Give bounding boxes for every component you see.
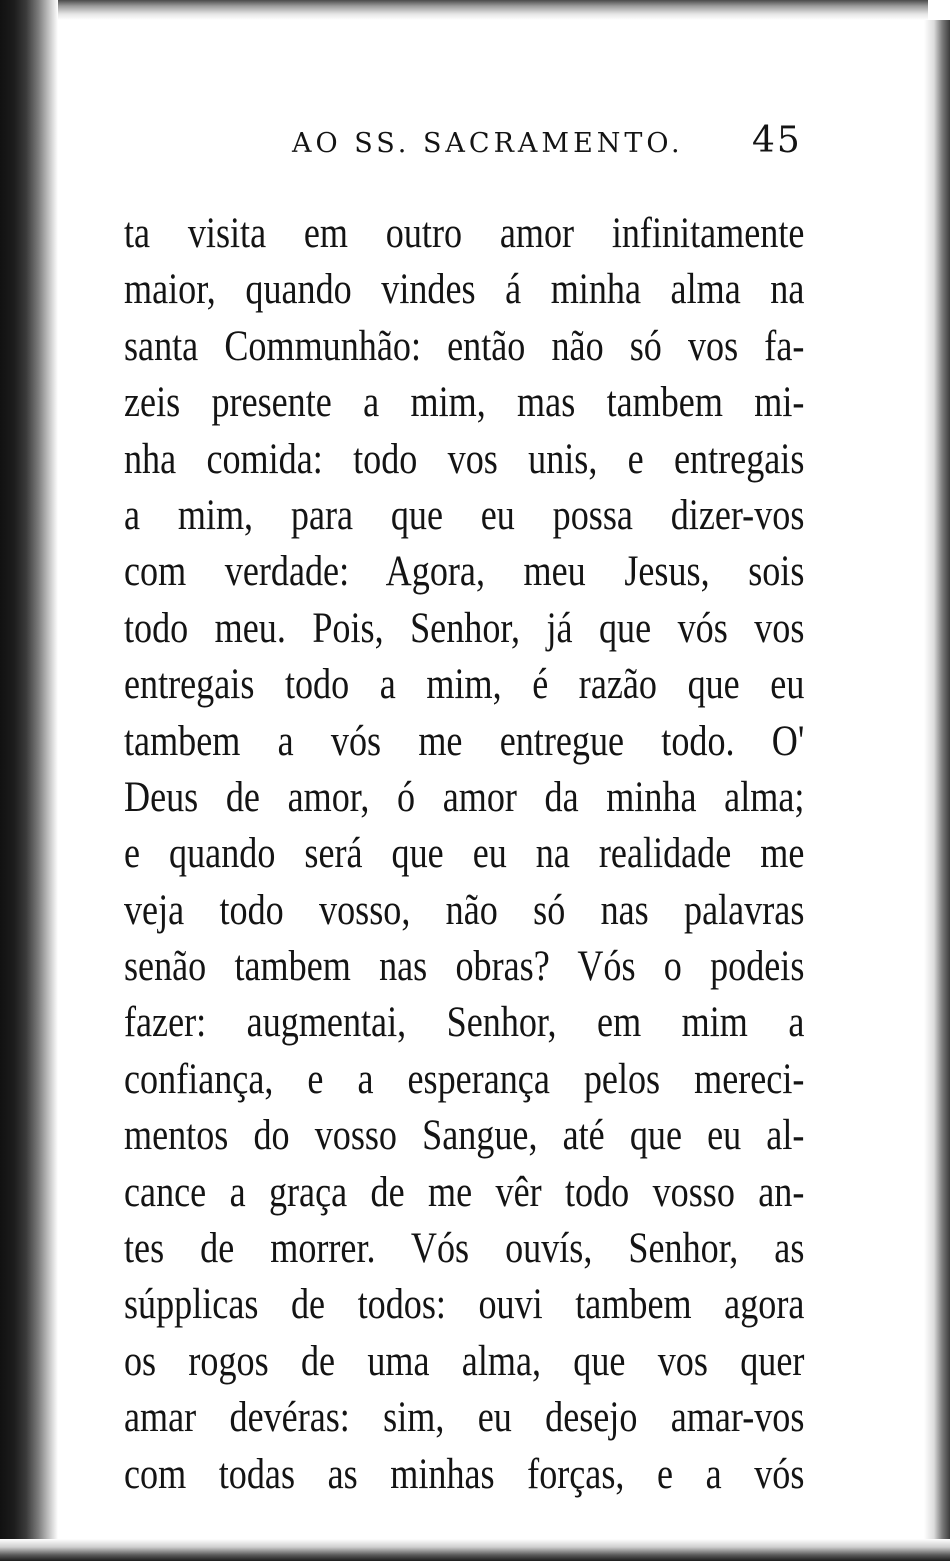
text-line: a mim, para que eu possa dizer-vos <box>124 491 805 539</box>
text-line: nha comida: todo vos unis, e entregais <box>124 435 805 483</box>
text-line: todo meu. Pois, Senhor, já que vós vos <box>124 604 805 652</box>
text-line: tambem a vós me entregue todo. O' <box>124 717 805 765</box>
scan-right-edge <box>924 20 950 1561</box>
page-number: 45 <box>752 120 802 161</box>
scan-top-edge <box>58 0 928 20</box>
text-line: senão tambem nas obras? Vós o podeis <box>124 943 805 991</box>
text-line: amar devéras: sim, eu desejo amar-vos <box>124 1394 805 1442</box>
text-line: maior, quando vindes á minha alma na <box>124 266 805 314</box>
text-line: veja todo vosso, não só nas palavras <box>124 886 805 934</box>
text-line: entregais todo a mim, é razão que eu <box>124 661 805 709</box>
text-line: mentos do vosso Sangue, até que eu al- <box>124 1112 805 1160</box>
text-line: súpplicas de todos: ouvi tambem agora <box>124 1281 805 1329</box>
text-line: zeis presente a mim, mas tambem mi- <box>124 379 805 427</box>
running-head: AO SS. SACRAMENTO. <box>292 128 684 159</box>
text-line: ta visita em outro amor infinitamente <box>124 210 805 257</box>
text-line: fazer: augmentai, Senhor, em mim a <box>124 999 805 1047</box>
text-line: tes de morrer. Vós ouvís, Senhor, as <box>124 1225 805 1273</box>
text-line: e quando será que eu na realidade me <box>124 830 805 878</box>
scan-binding-edge <box>0 0 58 1561</box>
text-line: os rogos de uma alma, que vos quer <box>124 1337 805 1385</box>
text-line: com verdade: Agora, meu Jesus, sois <box>124 548 805 596</box>
text-line: Deus de amor, ó amor da minha alma; <box>124 773 805 821</box>
text-line: confiança, e a esperança pelos mereci- <box>124 1055 805 1103</box>
text-line: cance a graça de me vêr todo vosso an- <box>124 1168 805 1216</box>
text-line: santa Communhão: então não só vos fa- <box>124 322 805 370</box>
scan-bottom-edge <box>0 1539 950 1561</box>
body-text <box>124 206 804 1503</box>
text-line: com todas as minhas forças, e a vós <box>124 1450 805 1498</box>
